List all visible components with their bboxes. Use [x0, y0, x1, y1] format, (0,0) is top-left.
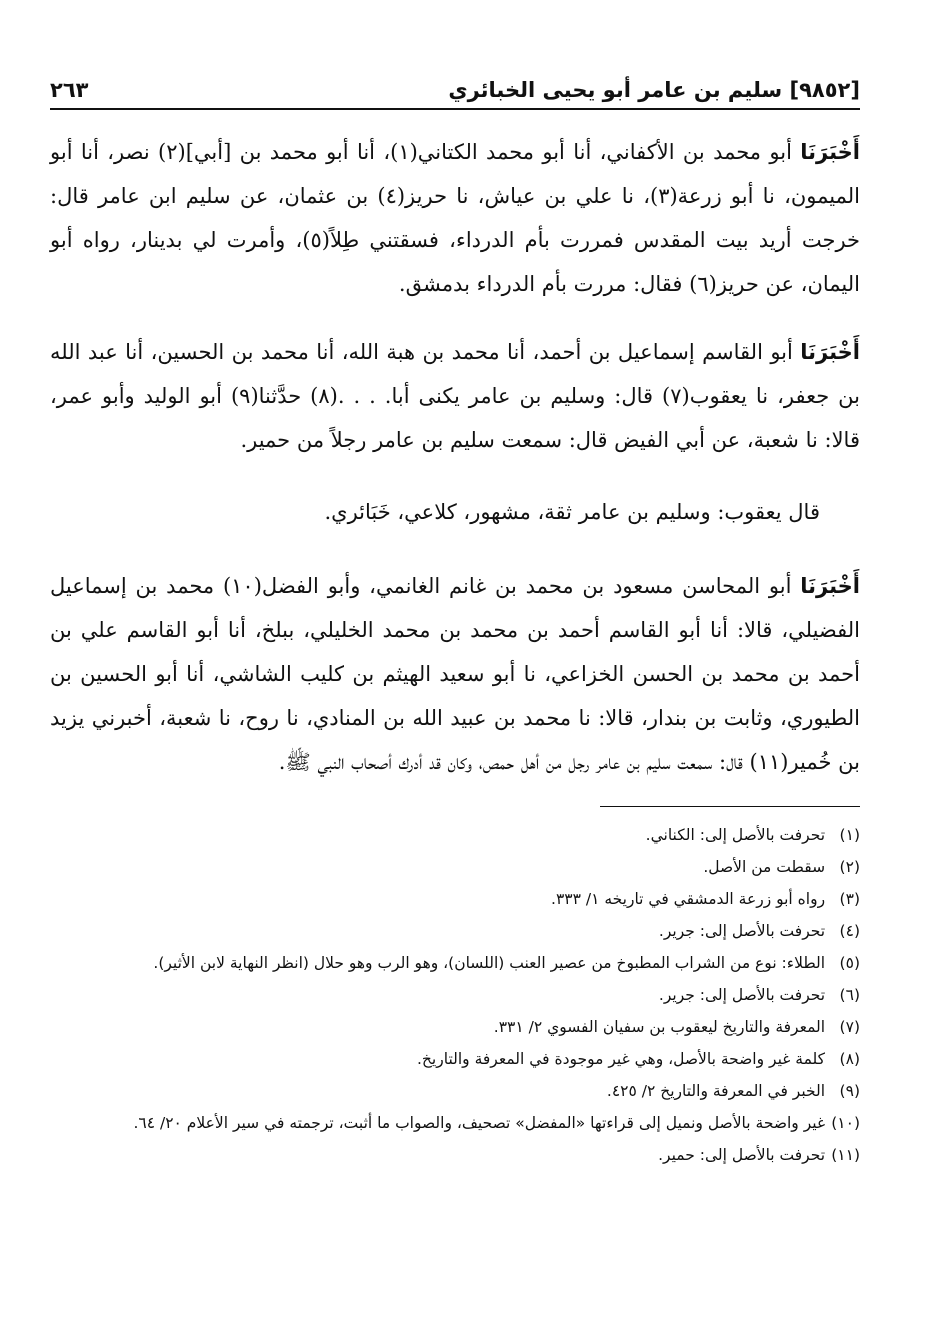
paragraph-text: أبو المحاسن مسعود بن محمد بن غانم الغانمي، وأبو الفضل(١٠) محمد بن إسماعيل الفضيلي، قالا: أنا أبو القاسم أحمد بن محمد بن محمد الخليلي، ببلخ، أنا أبو القاسم علي بن أحمد بن محمد بن الحسن الخزاعي، نا أبو سعيد الهيثم بن كليب الشاشي، أنا أبو الحسين بن الطيوري، وثابت بن بندار، قالا: نا محمد بن عبيد الله بن المنادي، نا روح، نا شعبة، أخبرني يزيد بن خُمير(١١) قال: سمعت سليم بن عامر رجل من أهل حمص، وكان قد أدرك أصحاب النبي ﷺ.	[50, 574, 860, 774]
footnote-text: المعرفة والتاريخ ليعقوب بن سفيان الفسوي ٢/ ٣٣١.	[493, 1018, 826, 1036]
footnote-number: (٤)	[839, 922, 860, 940]
footnote-text: سقطت من الأصل.	[703, 858, 826, 876]
footnote	[50, 1043, 860, 1075]
footnote-separator	[600, 806, 860, 807]
footnote-text: تحرفت بالأصل إلى: جرير.	[658, 922, 826, 940]
footnote-text: رواه أبو زرعة الدمشقي في تاريخه ١/ ٣٣٣.	[551, 890, 826, 908]
footnote-number: (٩)	[839, 1082, 860, 1100]
paragraph-2	[50, 330, 860, 462]
footnote-text: تحرفت بالأصل إلى: جرير.	[658, 986, 826, 1004]
footnote-number: (٨)	[839, 1050, 860, 1068]
footnote	[50, 947, 860, 979]
paragraph-lead: أَخْبَرَنَا	[800, 340, 860, 364]
footnote-number: (٧)	[839, 1018, 860, 1036]
footnote	[50, 1011, 860, 1043]
footnote	[50, 1075, 860, 1107]
paragraph-lead: أَخْبَرَنَا	[800, 574, 860, 598]
paragraph-text: أبو محمد بن الأكفاني، أنا أبو محمد الكتاني(١)، أنا أبو محمد بن [أبي](٢) نصر، أنا أبو الميمون، نا أبو زرعة(٣)، نا علي بن عياش، نا حريز(٤) بن عثمان، عن سليم ابن عامر قال: خرجت أريد بيت المقدس فمررت بأم الدرداء، فسقتني طِلاً(٥)، وأمرت لي بدينار، رواه أبو اليمان، عن حريز(٦) فقال: مررت بأم الدرداء بدمشق.	[50, 140, 861, 296]
footnote	[50, 851, 860, 883]
footnote-number: (٢)	[839, 858, 860, 876]
page-header	[50, 78, 860, 110]
footnote-number: (١٠)	[831, 1114, 860, 1132]
footnote-text: غير واضحة بالأصل ونميل إلى قراءتها «المفضل» تصحيف، والصواب ما أثبت، ترجمته في سير الأعلام ٢٠/ ٦٤.	[133, 1114, 826, 1132]
paragraph-4	[50, 564, 860, 784]
paragraph-1	[50, 130, 860, 306]
book-page	[50, 78, 860, 1171]
footnote-text: تحرفت بالأصل إلى: حمير.	[658, 1146, 826, 1164]
paragraph-lead: أَخْبَرَنَا	[800, 140, 860, 164]
paragraph-text: قال يعقوب: وسليم بن عامر ثقة، مشهور، كلاعي، خَبَائري.	[324, 500, 820, 524]
footnote	[50, 819, 860, 851]
page-number: ٢٦٣	[50, 78, 89, 102]
footnote-text: تحرفت بالأصل إلى: الكناني.	[645, 826, 826, 844]
footnote-number: (٦)	[839, 986, 860, 1004]
paragraph-text: أبو القاسم إسماعيل بن أحمد، أنا محمد بن هبة الله، أنا محمد بن الحسين، أنا عبد الله بن جعفر، نا يعقوب(٧) قال: وسليم بن عامر يكنى أبا. . . .(٨) حدَّثنا(٩) أبو الوليد وأبو عمر، قالا: نا شعبة، عن أبي الفيض قال: سمعت سليم بن عامر رجلاً من حمير.	[50, 340, 860, 452]
paragraph-3	[50, 490, 860, 534]
footnote	[50, 915, 860, 947]
footnote	[50, 883, 860, 915]
footnote-text: كلمة غير واضحة بالأصل، وهي غير موجودة في المعرفة والتاريخ.	[417, 1050, 826, 1068]
footnote-number: (٣)	[839, 890, 860, 908]
footnote	[50, 1139, 860, 1171]
entry-title: [٩٨٥٢] سليم بن عامر أبو يحيى الخبائري	[448, 78, 860, 102]
footnote-number: (٥)	[839, 954, 860, 972]
footnote-number: (١)	[839, 826, 860, 844]
footnote-text: الطلاء: نوع من الشراب المطبوخ من عصير العنب (اللسان)، وهو الرب وهو حلال (انظر النهاية لابن الأثير).	[153, 954, 826, 972]
footnote	[50, 979, 860, 1011]
footnote-number: (١١)	[831, 1146, 860, 1164]
footnote	[50, 1107, 860, 1139]
footnote-text: الخبر في المعرفة والتاريخ ٢/ ٤٢٥.	[606, 1082, 826, 1100]
footnotes-list	[50, 819, 860, 1171]
